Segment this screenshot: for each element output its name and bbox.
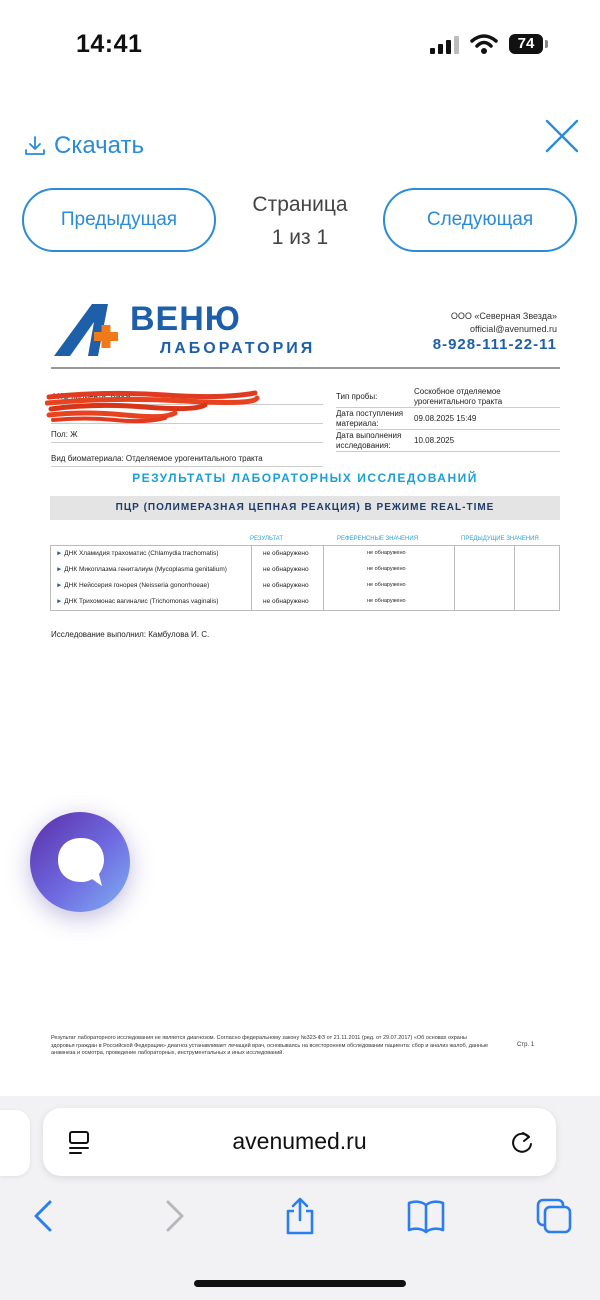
test-result: не обнаружено (263, 566, 309, 573)
page-word: Страница (252, 193, 348, 216)
bookmarks-icon[interactable] (406, 1196, 446, 1236)
battery-tip (545, 40, 548, 48)
column-header-reference: РЕФЕРЕНСНЫЕ ЗНАЧЕНИЯ (337, 536, 419, 542)
disclaimer: Результат лабораторного исследования не является диагнозом. Согласно федеральному закону №323-ФЗ от 21.11.2011 (ред. от 29.07.2017) «Об основах охраны здоровья граждан в Российской Федерации» диагноз устанавливает лечащий врач, основываясь на всестороннем обследовании пациента: сбор и анализ жалоб, данные анамнеза и осмотра, проведение лабораторных, инструментальных и иных исследований. (51, 1035, 489, 1056)
bullet-triangle-icon: ► (56, 598, 63, 605)
logo-mark-icon (52, 298, 132, 358)
reload-icon[interactable] (509, 1129, 535, 1155)
sex-row (51, 424, 323, 443)
status-time: 14:41 (76, 30, 143, 58)
test-name: ► ДНК Хламидия трахоматис (Chlamydia trachomatis) (56, 550, 219, 557)
laboratory-logo (52, 298, 322, 358)
cellular-signal-icon (430, 36, 460, 54)
test-result: не обнаружено (263, 550, 309, 557)
previous-tab-preview[interactable] (0, 1110, 30, 1176)
back-icon[interactable] (24, 1196, 64, 1236)
bullet-triangle-icon: ► (56, 566, 63, 573)
bullet-triangle-icon: ► (56, 550, 63, 557)
done-label: Дата выполнения исследования: (336, 430, 402, 450)
test-name: ► ДНК Трихомонас вагиналис (Trichomonas vaginalis) (56, 598, 219, 605)
status-bar (0, 0, 600, 90)
received-label: Дата поступления материала: (336, 408, 404, 428)
table-row (51, 594, 561, 610)
chat-icon (56, 836, 106, 888)
company-email: official@avenumed.ru (469, 324, 557, 334)
received-row (336, 408, 560, 430)
bullet-triangle-icon: ► (56, 582, 63, 589)
test-result: не обнаружено (263, 598, 309, 605)
redaction-scribble (45, 389, 260, 425)
test-result: не обнаружено (263, 582, 309, 589)
logo-text-main: ВЕНЮ (130, 300, 241, 338)
patient-name: ФИО пациента: ВАКА (51, 392, 131, 401)
column-header-result: РЕЗУЛЬТАТ (250, 536, 283, 542)
done-row (336, 430, 560, 452)
sample-type-row (336, 386, 560, 408)
sample-type-label: Тип пробы: (336, 391, 378, 401)
chat-widget-button[interactable] (30, 812, 130, 912)
table-row (51, 546, 561, 562)
address-bar[interactable] (43, 1108, 556, 1176)
url-text: avenumed.ru (232, 1128, 367, 1154)
table-row (51, 562, 561, 578)
close-icon[interactable] (544, 118, 580, 154)
download-label: Скачать (54, 132, 144, 159)
table-row (51, 578, 561, 594)
pcr-section-title: ПЦР (ПОЛИМЕРАЗНАЯ ЦЕПНАЯ РЕАКЦИЯ) В РЕЖИМЕ REAL-TIME (50, 496, 560, 520)
forward-icon[interactable] (154, 1196, 194, 1236)
sample-info (336, 386, 560, 452)
test-reference: не обнаружено (367, 582, 406, 588)
page-number: Стр. 1 (517, 1042, 535, 1048)
header-divider (51, 367, 560, 369)
biomaterial: Вид биоматериала: Отделяемое урогенитального тракта (51, 454, 263, 463)
share-icon[interactable] (280, 1196, 320, 1236)
test-reference: не обнаружено (367, 598, 406, 604)
results-title: РЕЗУЛЬТАТЫ ЛАБОРАТОРНЫХ ИССЛЕДОВАНИЙ (132, 471, 478, 485)
tabs-icon[interactable] (534, 1196, 574, 1236)
column-header-previous: ПРЕДЫДУЩИЕ ЗНАЧЕНИЯ (461, 536, 539, 542)
battery-level: 74 (509, 34, 543, 54)
company-phone: 8-928-111-22-11 (432, 336, 557, 353)
company-name: ООО «Северная Звезда» (450, 311, 557, 321)
page-count: 1 из 1 (271, 226, 329, 249)
biomaterial-row (51, 443, 323, 467)
results-table (50, 545, 560, 611)
wifi-icon (470, 33, 498, 55)
page-indicator (230, 188, 370, 254)
previous-page-button[interactable]: Предыдущая (22, 188, 216, 252)
performer: Исследование выполнил: Камбулова И. С. (51, 630, 210, 639)
sample-type-value: Соскобное отделяемое урогенитального тракта (414, 386, 503, 406)
test-reference: не обнаружено (367, 566, 406, 572)
download-button[interactable] (24, 132, 144, 160)
company-info (451, 310, 557, 336)
patient-sex: Пол: Ж (51, 430, 78, 439)
lab-report-document (40, 290, 570, 1080)
done-value: 10.08.2025 (414, 435, 455, 445)
home-indicator (194, 1280, 406, 1287)
patient-info (51, 386, 323, 467)
next-page-button[interactable]: Следующая (383, 188, 577, 252)
test-name: ► ДНК Микоплазма гениталиум (Mycoplasma genitalium) (56, 566, 227, 573)
download-icon (24, 135, 46, 157)
logo-text-sub: ЛАБОРАТОРИЯ (160, 340, 316, 357)
test-reference: не обнаружено (367, 550, 406, 556)
test-name: ► ДНК Нейссерия гонорея (Neisseria gonorrhoeae) (56, 582, 210, 589)
received-value: 09.08.2025 15:49 (414, 413, 477, 423)
